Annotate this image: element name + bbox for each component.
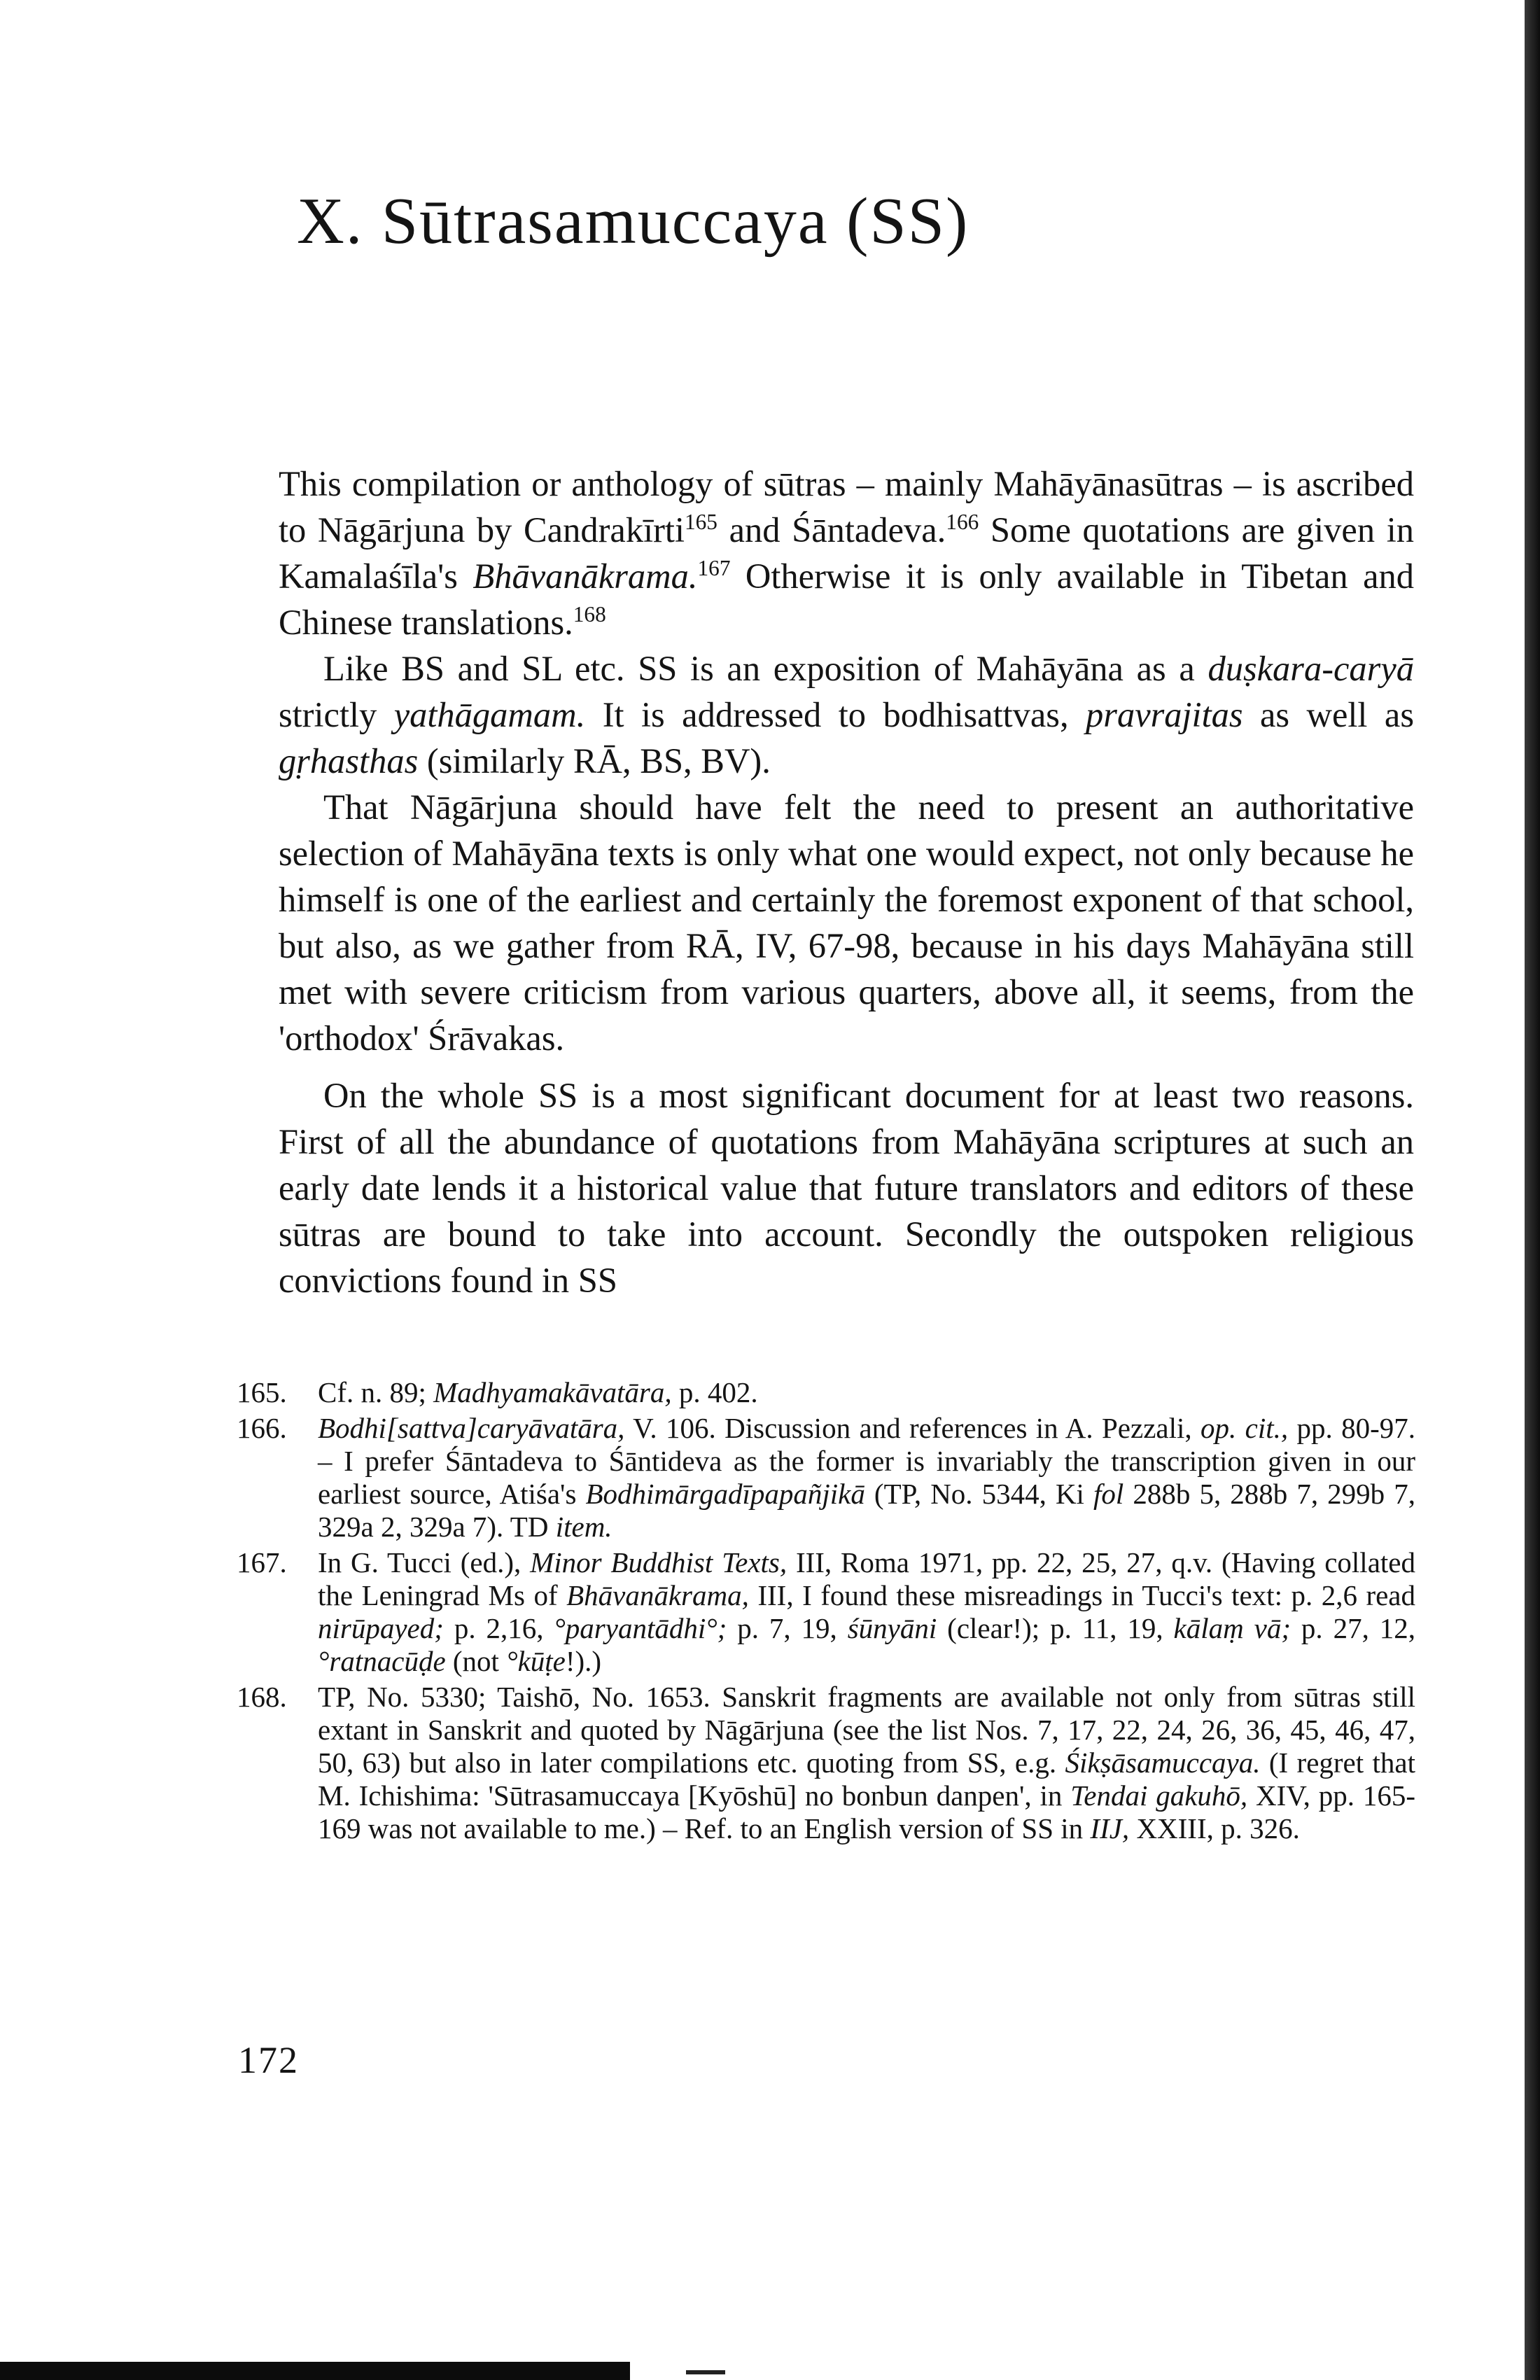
text-span: In G. Tucci (ed.),: [318, 1546, 531, 1578]
sanskrit-term: pravrajitas: [1086, 695, 1243, 734]
abbreviation: op. cit.,: [1200, 1412, 1289, 1444]
text-span: strictly: [279, 695, 394, 734]
footnote-166: [237, 1412, 1415, 1544]
sanskrit-term: kālaṃ vā;: [1173, 1612, 1292, 1644]
work-title: Śikṣāsamuccaya.: [1065, 1746, 1261, 1779]
text-span: III, I found these misreadings in Tucci's text: p. 2,6 read: [748, 1579, 1415, 1611]
footnote-number: 168.: [237, 1681, 287, 1713]
work-title: Bhāvanākrama,: [566, 1579, 749, 1611]
text-span: (clear!); p. 11, 19,: [937, 1612, 1174, 1644]
text-span: p. 27, 12,: [1291, 1612, 1416, 1644]
sanskrit-term: duṣkara-caryā: [1208, 649, 1414, 688]
footnote-text: [318, 1376, 1415, 1409]
text-span: TP, No. 5330; Taishō, No. 1653. Sanskrit fragments are available not only from sūtras still extant in Sanskrit and quoted by Nāgārjuna (see the list Nos. 7, 17, 22, 24, 26, 36, 45, 46, 47, 50, 63) but also in later compilations etc. quoting from SS, e.g.: [318, 1681, 1415, 1779]
text-span: XIV, pp. 165-169 was not available to me.) – Ref. to an English version of SS in: [318, 1779, 1415, 1844]
work-title: Bhāvanākrama.: [472, 556, 698, 596]
work-title: Madhyamakāvatāra,: [433, 1376, 672, 1408]
sanskrit-term: śūnyāni: [847, 1612, 937, 1644]
footnote-ref-167: 167: [697, 556, 731, 581]
footnote-number: 166.: [237, 1412, 287, 1444]
work-title: Bodhimārgadīpapañjikā: [585, 1478, 865, 1510]
paragraph-3: That Nāgārjuna should have felt the need to present an authoritative selection of Mahāyāna texts is only what one would expect, not only because he himself is one of the earliest and certainly the foremost exponent of that school, but also, as we gather from RĀ, IV, 67-98, because in his days Mahāyāna still met with severe criticism from various quarters, above all, it seems, from the 'orthodox' Śrāvakas.: [279, 788, 1414, 1058]
text-span: III, Roma 1971, pp. 22, 25, 27, q.v. (Having collated the Leningrad Ms of: [318, 1546, 1415, 1611]
work-title: IIJ,: [1090, 1812, 1130, 1844]
footnote-165: [237, 1376, 1415, 1409]
footnote-ref-166: 166: [946, 510, 979, 535]
chapter-title: X. Sūtrasamuccaya (SS): [297, 185, 969, 258]
abbreviation: fol: [1093, 1478, 1124, 1510]
footnote-ref-168: 168: [573, 602, 606, 627]
sanskrit-term: gṛhasthas: [279, 741, 419, 780]
text-span: It is addressed to bodhisattvas,: [585, 695, 1086, 734]
footnote-text: [318, 1412, 1415, 1544]
paragraph-2: [279, 645, 1414, 784]
scan-mark: [686, 2370, 725, 2374]
text-span: (I regret that M. Ichishima: 'Sūtrasamuccaya [Kyōshū] no bonbun danpen', in: [318, 1746, 1415, 1812]
main-text: [279, 461, 1414, 1303]
text-span: (similarly RĀ, BS, BV).: [418, 741, 771, 780]
paragraph-1: [279, 461, 1414, 645]
page-number: 172: [238, 2039, 299, 2081]
text-span: V. 106. Discussion and references in A. Pezzali,: [624, 1412, 1200, 1444]
work-title: Minor Buddhist Texts,: [530, 1546, 788, 1578]
scan-bottom-shadow: [0, 2362, 630, 2380]
work-title: Tendai gakuhō,: [1070, 1779, 1248, 1812]
text-span: Some quotations are given in Kamalaśīla's: [279, 510, 1414, 596]
footnote-text: [318, 1681, 1415, 1845]
sanskrit-term: yathāgamam.: [393, 695, 586, 734]
sanskrit-term: nirūpayed;: [318, 1612, 444, 1644]
footnote-168: [237, 1681, 1415, 1845]
text-span: 288b 5, 288b 7, 299b 7, 329a 2, 329a 7). TD: [318, 1478, 1415, 1543]
scan-edge-shadow: [1525, 0, 1540, 2380]
work-title: Bodhi[sattva]caryāvatāra,: [318, 1412, 625, 1444]
footnote-text: [318, 1546, 1415, 1678]
text-span: !).): [565, 1645, 602, 1677]
text-span: Like BS and SL etc. SS is an exposition of Mahāyāna as a: [323, 649, 1208, 688]
text-span: and Śāntadeva.: [717, 510, 946, 550]
text-span: p. 2,16,: [443, 1612, 554, 1644]
paragraph-4: On the whole SS is a most significant document for at least two reasons. First of all the abundance of quotations from Mahāyāna scriptures at such an early date lends it a historical value that future translators and editors of these sūtras are bound to take into account. Secondly the outspoken religious convictions found in SS: [279, 1076, 1414, 1300]
text-span: Cf. n. 89;: [318, 1376, 434, 1408]
sanskrit-term: °ratnacūḍe: [318, 1645, 446, 1677]
text-span: p. 402.: [671, 1376, 758, 1408]
text-span: pp. 80-97. – I prefer Śāntadeva to Śāntideva as the former is invariably the transcription given in our earliest source, Atiśa's: [318, 1412, 1415, 1510]
footnote-number: 167.: [237, 1546, 287, 1578]
text-span: Otherwise it is only available in Tibetan and Chinese translations.: [279, 556, 1414, 642]
text-span: p. 7, 19,: [727, 1612, 848, 1644]
text-span: as well as: [1242, 695, 1414, 734]
footnote-ref-165: 165: [685, 510, 718, 535]
text-span: (not: [445, 1645, 507, 1677]
footnote-number: 165.: [237, 1376, 287, 1408]
sanskrit-term: °kūṭe: [506, 1645, 566, 1677]
text-span: (TP, No. 5344, Ki: [864, 1478, 1094, 1510]
text-span: XXIII, p. 326.: [1129, 1812, 1300, 1844]
text-span: This compilation or anthology of sūtras – mainly Mahāyānasūtras – is ascribed to Nāgārjuna by Candrakīrti: [279, 464, 1414, 550]
abbreviation: item.: [555, 1511, 612, 1543]
footnote-167: [237, 1546, 1415, 1678]
sanskrit-term: °paryantādhi°;: [554, 1612, 727, 1644]
footnotes: [237, 1376, 1415, 1848]
